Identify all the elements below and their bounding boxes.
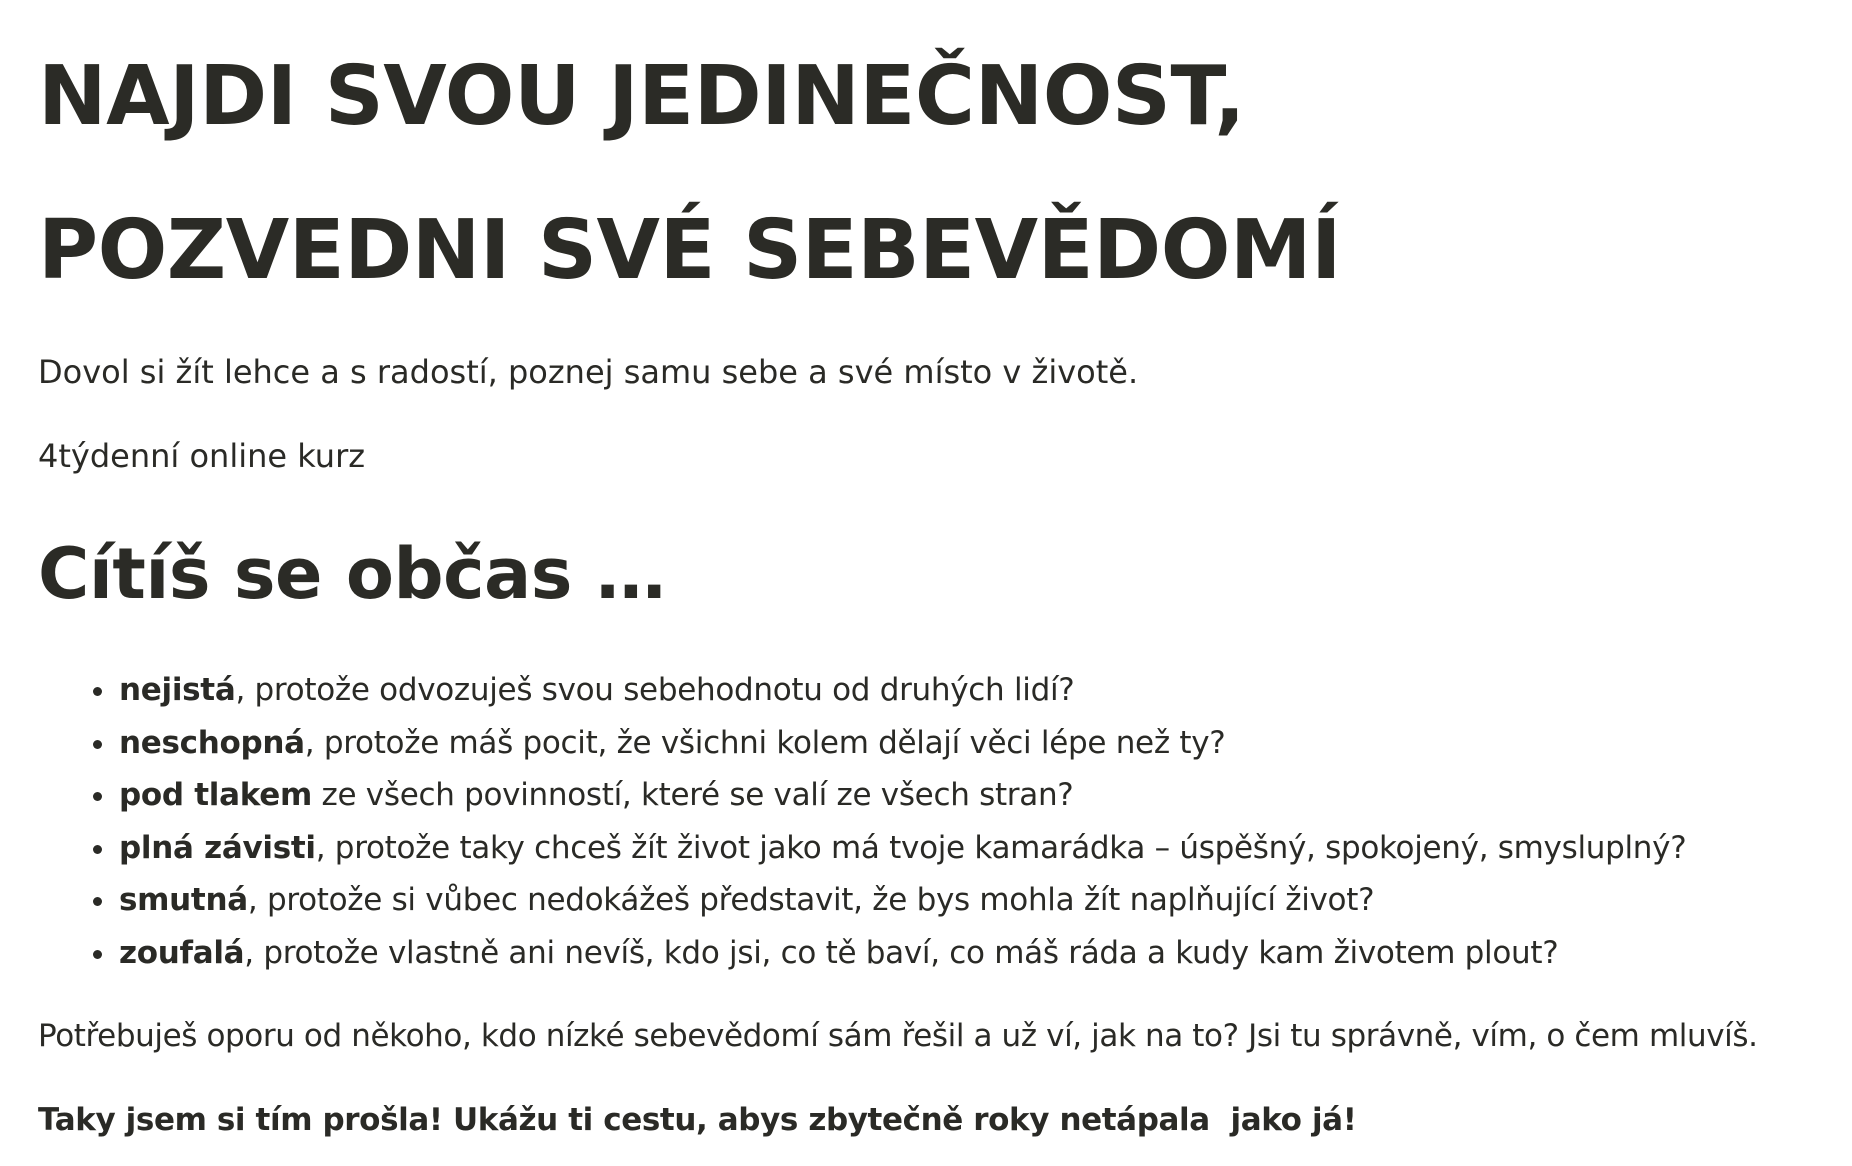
list-item-text: , protože si vůbec nedokážeš představit, že bys mohla žít naplňující život? [247,882,1375,919]
closing-statement: Taky jsem si tím prošla! Ukážu ti cestu, abys zbytečně roky netápala jako já! [38,1102,1357,1138]
hero-title-line-2: POZVEDNI SVÉ SEBEVĚDOMÍ [38,203,1342,298]
list-item-bold: plná závisti [119,829,316,866]
list-item-bold: pod tlakem [119,777,312,814]
list-item-bold: smutná [119,882,248,919]
course-label: 4týdenní online kurz [38,437,366,475]
list-item [119,664,1686,717]
list-item-text: , protože taky chceš žít život jako má tvoje kamarádka – úspěšný, spokojený, smysluplný? [315,829,1687,866]
support-paragraph: Potřebuješ oporu od někoho, kdo nízké sebevědomí sám řešil a už ví, jak na to? Jsi tu správně, vím, o čem mluvíš. [38,1018,1758,1054]
intro-tagline: Dovol si žít lehce a s radostí, poznej samu sebe a své místo v životě. [38,353,1139,391]
list-item-text: , protože odvozuješ svou sebehodnotu od druhých lidí? [235,672,1075,708]
list-item-bold: nejistá [119,672,236,708]
hero-title-line-1: NAJDI SVOU JEDINEČNOST, [38,49,1245,144]
feelings-list [38,664,1686,980]
hero-title [38,20,1341,328]
list-item-bold: zoufalá [119,934,245,971]
list-item [119,769,1686,822]
list-item-text: , protože máš pocit, že všichni kolem dělají věci lépe než ty? [304,724,1226,761]
list-item [119,927,1686,980]
list-item-bold: neschopná [119,724,305,761]
section-heading: Cítíš se občas … [38,533,666,615]
list-item-text: ze všech povinností, které se valí ze všech stran? [311,777,1074,814]
list-item-text: , protože vlastně ani nevíš, kdo jsi, co tě baví, co máš ráda a kudy kam životem plout? [244,934,1559,971]
list-item [119,822,1686,875]
list-item [119,717,1686,770]
list-item [119,874,1686,927]
